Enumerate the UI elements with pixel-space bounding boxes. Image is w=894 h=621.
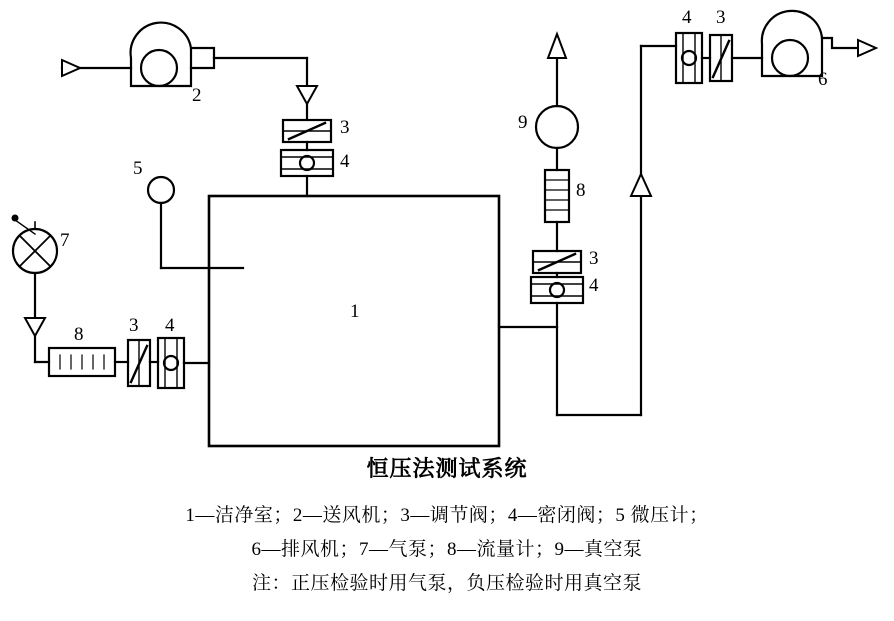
vacuum-pump-body <box>536 106 578 148</box>
exhaust-fan-outlet-arrow <box>858 40 876 56</box>
callout-flowmeter-left: 8 <box>74 324 84 345</box>
seal-valve-exhaust-body <box>676 33 702 83</box>
legend-line-3: 注：正压检验时用气泵，负压检验时用真空泵 <box>251 573 642 594</box>
callout-air-pump: 7 <box>60 230 70 251</box>
callout-seal-valve-right: 4 <box>589 275 599 296</box>
seal-valve-left-body <box>158 338 184 388</box>
legend-line-1: 1—洁净室；2—送风机；3—调节阀；4—密闭阀；5 微压计； <box>185 505 709 526</box>
vacuum-pump-discharge-arrow <box>548 34 566 58</box>
exhaust-fan-impeller <box>772 40 808 76</box>
seal-valve-right-body <box>531 277 583 303</box>
callout-control-valve-exhaust: 3 <box>716 7 726 28</box>
supply-fan-impeller <box>141 50 177 86</box>
seal-valve-exhaust-handle <box>682 51 696 65</box>
legend-line-2: 6—排风机；7—气泵；8—流量计；9—真空泵 <box>251 539 643 560</box>
callout-seal-valve-left: 4 <box>165 315 175 336</box>
exhaust-fan-body <box>762 11 822 76</box>
seal-valve-right-handle <box>550 283 564 297</box>
diagram-title: 恒压法测试系统 <box>366 456 528 481</box>
exhaust-fan-outlet <box>822 38 858 48</box>
callout-supply-fan: 2 <box>192 85 202 106</box>
callout-flowmeter-right: 8 <box>576 180 586 201</box>
flowmeter-right-body <box>545 170 569 222</box>
callout-control-valve-left: 3 <box>129 315 139 336</box>
callout-seal-valve-top: 4 <box>340 151 350 172</box>
supply-flow-arrow <box>297 86 317 104</box>
callout-seal-valve-exhaust: 4 <box>682 7 692 28</box>
supply-fan-body <box>131 23 191 86</box>
supply-fan-inlet-arrow <box>62 60 80 76</box>
seal-valve-top-handle <box>300 156 314 170</box>
callout-cleanroom: 1 <box>350 301 360 322</box>
callout-micromanometer: 5 <box>133 158 143 179</box>
seal-valve-top-body <box>281 150 333 176</box>
air-pump-flow-arrow <box>25 318 45 336</box>
supply-fan-outlet <box>191 48 214 68</box>
callout-exhaust-fan: 6 <box>818 69 828 90</box>
callout-control-valve-right: 3 <box>589 248 599 269</box>
seal-valve-left-handle <box>164 356 178 370</box>
callout-control-valve-top: 3 <box>340 117 350 138</box>
exhaust-flow-arrow <box>631 174 651 196</box>
micromanometer-body <box>148 177 174 203</box>
callout-vacuum-pump: 9 <box>518 112 528 133</box>
